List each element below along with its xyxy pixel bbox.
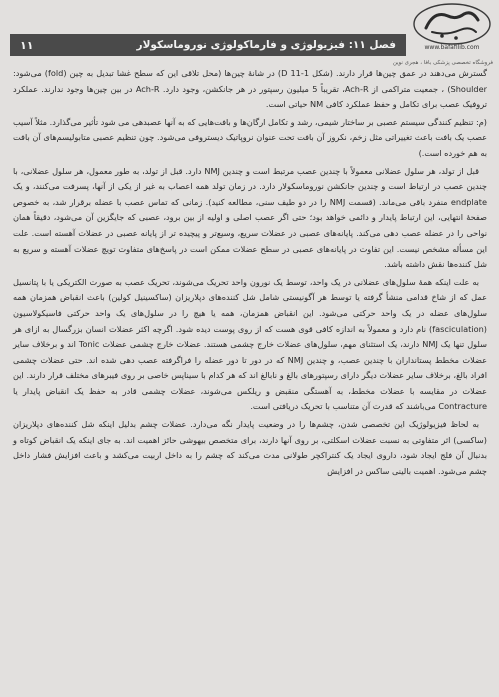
paragraph: قبل از تولد، هر سلول عضلانی معمولاً با چندین عصب مرتبط است و چندین NMJ دارد. قبل از تولد، به طور معمول، هر سلول عضلانی، با چندین عصب در ارتباط است و چندین جانکشن نوروماسکولار دارد. در زمان تولد همه اعصاب به غیر از یکی از آنها، پسرفت می‌کنند، و یک endplate منفرد باقی می‌ماند. (قسمت NMJ را در دو طیف سنی، مطالعه کنید). زمانی که تماس عصب با عضله برقرار شد، به خصوص صفحهٔ انتهایی، این ارتباط پایدار و دائمی خواهد بود؛ حتی اگر عصب اصلی و اولیه از بین برود، عصبی که جایگزین آن می‌شود، دقیقاً همان نواحی را در عضله عصب دهی می‌کند. پایانه‌های عصبی در عضلات سریع، وسیع‌تر و پیچیده تر از پایانه عصبی در عضلات آهسته است. علت این مسأله مشخص نیست. این تفاوت در پایانه‌های عصبی در سطح عضلات ممکن است در پاسخ‌های متفاوت تویچ عضلات آهسته و سریع به شل کننده‌ها نقش داشته باشد. xyxy=(13,165,488,270)
chapter-title: فصل ۱۱: فیزیولوژی و فارماکولوژی نوروماسکولار xyxy=(136,39,396,51)
bafa-logo-icon xyxy=(412,2,492,46)
body-text xyxy=(13,66,487,479)
paragraph: به لحاظ فیزیولوژیک این تخصصی شدن، چشم‌ها را در وضعیت پایدار نگه می‌دارد. عضلات چشم بدلیل اینکه شل کننده‌های دپلاریزان (ساکسی) اثر متفاوتی به نسبت عضلات اسکلتی، بر روی آنها دارند، برای متخصص بیهوشی حائز اهمیت اند. به جای اینکه یک انقباض کوتاه و بدنبال آن فلج ایجاد شود، داروی ایجاد یک کنتراکچر طولانی مدت می‌کند که چشم را به داخل اربیت می‌کشد و باعث افزایش فشار داخل چشم می‌شود. اهمیت بالینی ساکس در افزایش xyxy=(13,419,487,476)
page-number: ۱۱ xyxy=(20,38,34,52)
logo-url: www.bafafilib.com xyxy=(424,44,480,51)
paragraph: (م: تنظیم کنندگی سیستم عصبی بر ساختار شیمی، رشد و تکامل ارگان‌ها و بافت‌هایی که به آنها عصبدهی می شود تأثیر می‌گذارد. مثلاً آسیب عصب یک بافت باعث تغییراتی مثل زخم، نکروز آن بافت تحت عنوان نروپاتیک دیستروفی می‌شود. چون تنظیم عصبی متابولیسم‌های آن بافت به هم خورده است.) xyxy=(13,116,487,158)
chapter-header xyxy=(10,34,406,56)
paragraph: گسترش می‌دهند در عمق چین‌ها قرار دارند. (شکل D 11-1) در شانهٔ چین‌ها (محل تلاقی این که سطح غشا تبدیل به چین (fold) می‌شود: Shoulder) ، جمعیت متراکمی از Ach-R، تقریباً 5 میلیون رسپتور در هر جانکشن، وجود دارد. Ach-R در بین چین‌ها وجود ندارند. عملکرد تروفیک عصب برای تکامل و حفظ عملکرد کافی NM حیاتی است. xyxy=(13,68,488,110)
publisher-logo xyxy=(409,2,495,58)
publisher-subtitle: فروشگاه تخصصی پزشکی بافا ، هجری نوین xyxy=(392,60,493,66)
paragraph: به علت اینکه همهٔ سلول‌های عضلانی در یک واحد، توسط یک نورون واحد تحریک می‌شوند، تحریک عصب به صورت الکتریکی یا با پتانسیل عمل که از شاخ قدامی منشأ گرفته یا توسط هر آگونیستی شامل شل کننده‌های دپلاریزان (ساکسینیل کولین) باعث انقباض همزمان همه سلول‌های عضله در یک واحد حرکتی می‌شود. این انقباض همزمان، همه یا هیچ را در سلول‌های یک واحد حرکتی فاسیکولاسیون (fasciculation) نام دارد و معمولاً به اندازه کافی قوی هست که از روی پوست دیده شود. اگرچه اکثر عضلات انسان بزرگسال به ازای هر سلول تنها یک NMJ دارند، یک استثنای مهم، سلول‌های عضلات خارج چشمی هستند. عضلات خارج چشمی عضلات Tonic اند و برخلاف سایر عضلات مخطط پستانداران با چندین عصب، و چندین NMJ که در دور تا دور عضله را فراگرفته عصب دهی شده اند. حتی عضلات چشمی افراد بالغ، برخلاف سایر عضلات دیگر دارای رسپتورهای بالغ و نابالغ اند که هر کدام با سیناپس خاصی بر روی فیبرهای مختلف قرار دارند. این عضلات در مقایسه با عضلات مخطط، به آهستگی منقبض و ریلکس می‌شوند، عضلات چشمی قادر به حفظ یک انقباض پایدار یا Contracture می‌باشند که قدرت آن متناسب با تحریک دریافتی است. xyxy=(13,276,487,412)
